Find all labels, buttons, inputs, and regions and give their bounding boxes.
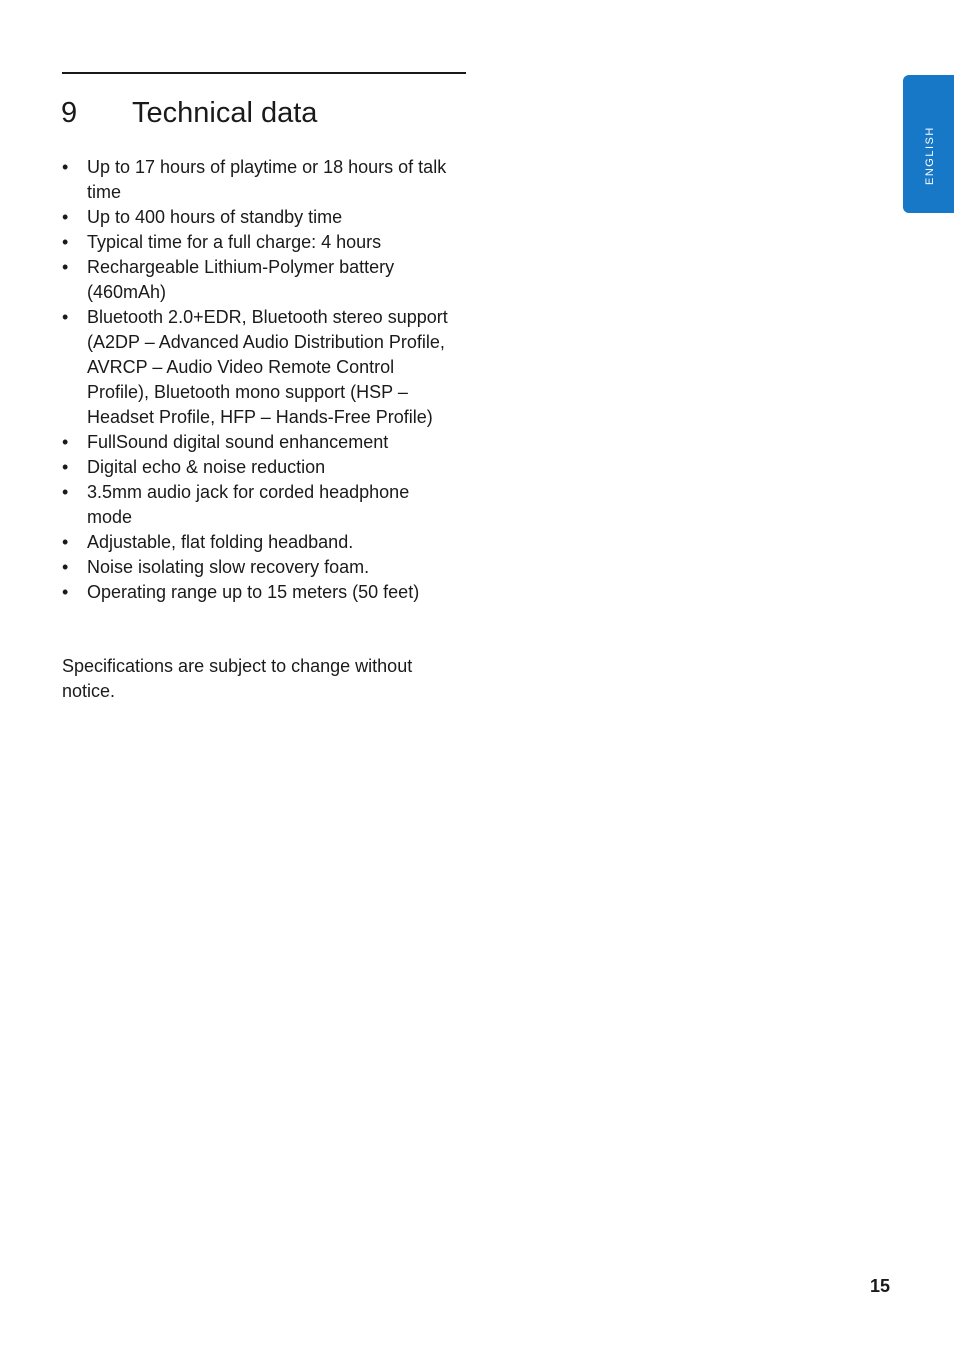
list-item-text: Adjustable, flat folding headband.	[87, 532, 354, 552]
list-item-text: Typical time for a full charge: 4 hours	[87, 232, 382, 252]
list-item	[62, 255, 454, 305]
bullet-glyph: •	[62, 482, 69, 502]
list-item	[62, 155, 454, 205]
list-item-text: Up to 400 hours of standby time	[87, 207, 343, 227]
bullet-glyph: •	[62, 157, 69, 177]
language-tab	[903, 75, 954, 213]
list-item	[62, 580, 454, 605]
list-item	[62, 555, 454, 580]
list-item	[62, 205, 454, 230]
spec-disclaimer: Specifications are subject to change without notice.	[62, 656, 413, 701]
bullet-glyph: •	[62, 432, 69, 452]
list-item	[62, 230, 454, 255]
spec-list	[62, 155, 454, 605]
bullet-glyph: •	[62, 307, 69, 327]
list-item	[62, 305, 454, 430]
list-item	[62, 455, 454, 480]
bullet-glyph: •	[62, 232, 69, 252]
section-rule	[62, 72, 466, 74]
list-item-text: Noise isolating slow recovery foam.	[87, 557, 370, 577]
section-number: 9	[61, 97, 78, 129]
list-item-text: FullSound digital sound enhancement	[87, 432, 389, 452]
list-item	[62, 530, 454, 555]
bullet-glyph: •	[62, 207, 69, 227]
bullet-glyph: •	[62, 532, 69, 552]
list-item-text: Up to 17 hours of playtime or 18 hours of talk time	[87, 157, 447, 202]
list-item	[62, 480, 454, 530]
bullet-glyph: •	[62, 557, 69, 577]
bullet-glyph: •	[62, 457, 69, 477]
list-item-text: Rechargeable Lithium-Polymer battery (460mAh)	[87, 257, 395, 302]
section-heading	[61, 95, 317, 131]
list-item-text: 3.5mm audio jack for corded headphone mode	[87, 482, 410, 527]
bullet-glyph: •	[62, 257, 69, 277]
language-tab-label: ENGLISH	[924, 126, 936, 185]
bullet-glyph: •	[62, 582, 69, 602]
list-item	[62, 430, 454, 455]
list-item-text: Digital echo & noise reduction	[87, 457, 326, 477]
page-number: 15	[870, 1276, 891, 1296]
list-item-text: Bluetooth 2.0+EDR, Bluetooth stereo support (A2DP – Advanced Audio Distribution Profile, AVRCP – Audio Video Remote Control Profile), Bluetooth mono support (HSP – Headset Profile, HFP – Hands-Free Profile)	[87, 307, 448, 427]
list-item-text: Operating range up to 15 meters (50 feet)	[87, 582, 420, 602]
section-title: Technical data	[132, 97, 318, 129]
